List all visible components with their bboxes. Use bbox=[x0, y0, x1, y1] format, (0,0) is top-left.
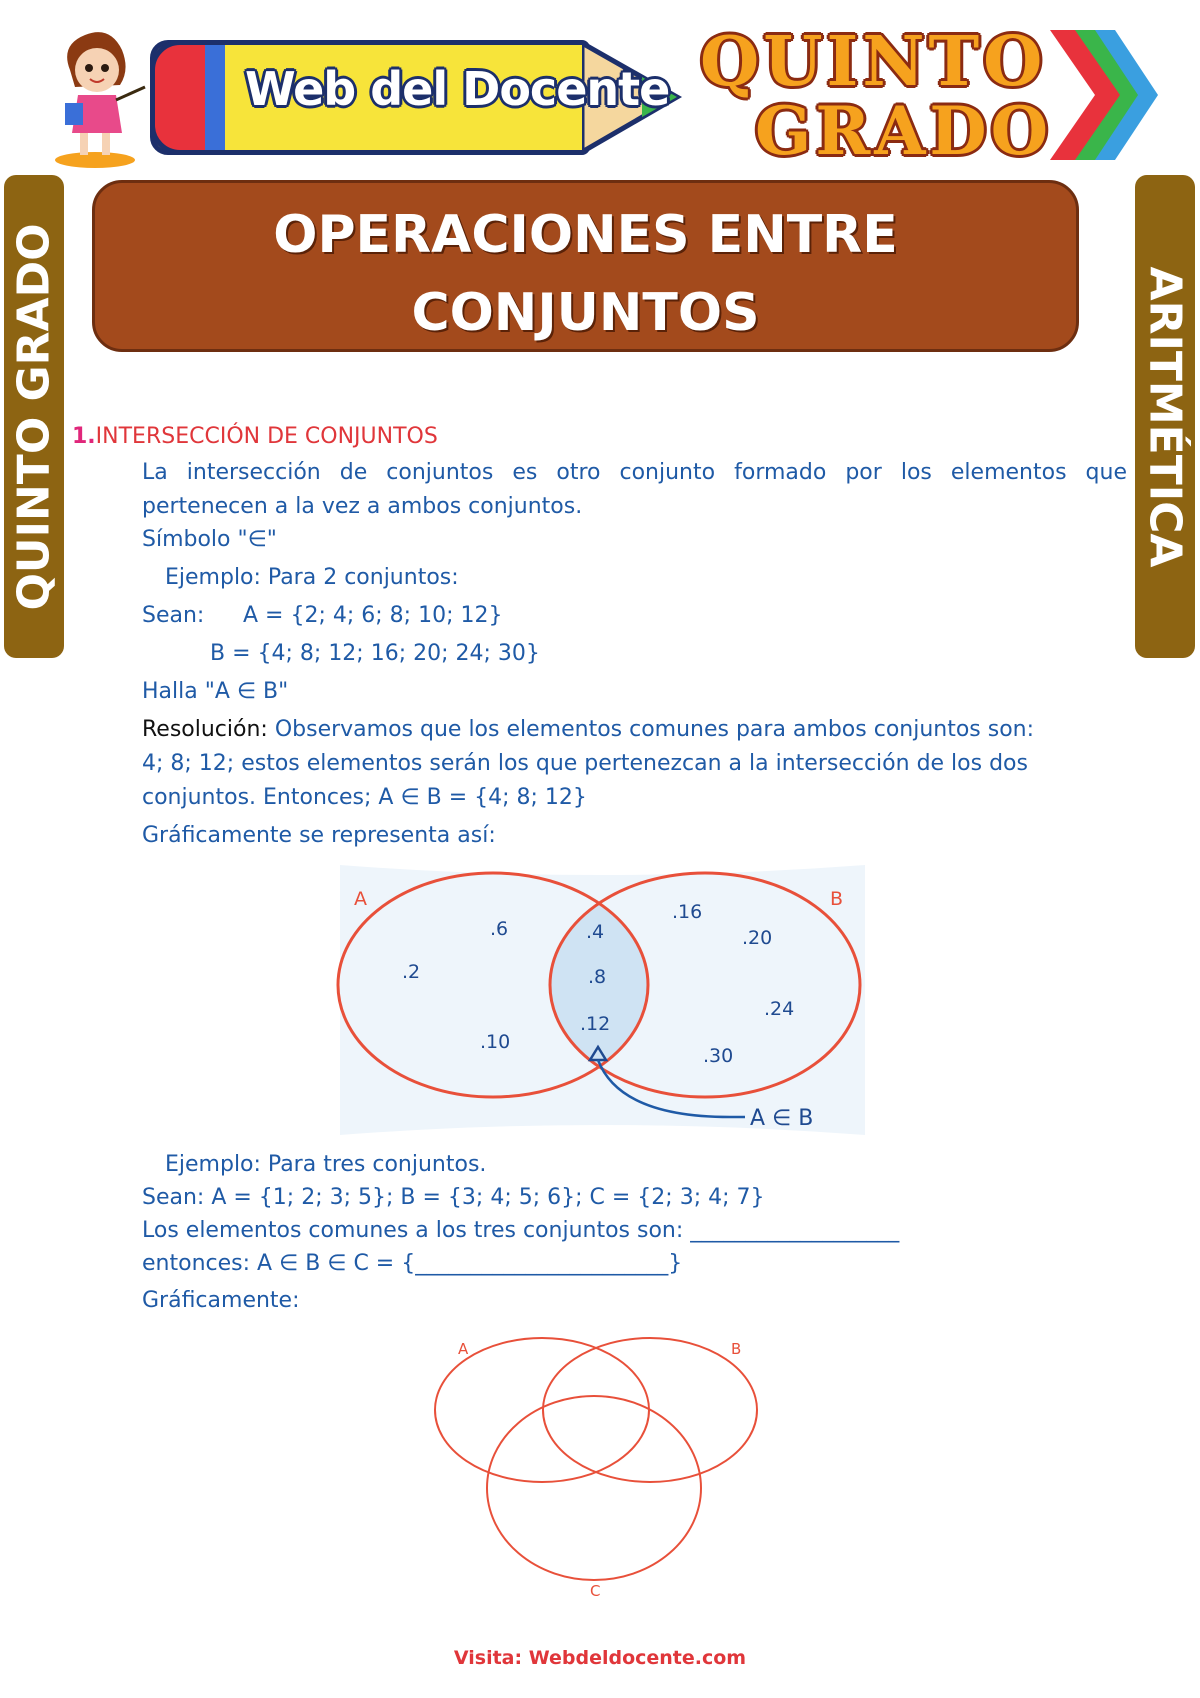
right-side-label: ARITMÉTICA bbox=[1139, 266, 1191, 567]
example2-result: entonces: A ∈ B ∈ C = {_______________________} bbox=[142, 1251, 683, 1276]
page-title-line-1: OPERACIONES ENTRE bbox=[273, 205, 898, 265]
resolution-line-1 bbox=[142, 713, 1034, 747]
right-side-bar bbox=[1135, 175, 1195, 658]
left-side-bar bbox=[4, 175, 64, 658]
logo-text: Web del Docente bbox=[245, 62, 670, 116]
resolution-line-2: 4; 8; 12; estos elementos serán los que pertenezcan a la intersección de los dos bbox=[142, 751, 1028, 776]
banner-line-2: GRADO bbox=[755, 92, 1053, 170]
venn-diagram-three-sets bbox=[430, 1330, 770, 1600]
example-title: Ejemplo: Para 2 conjuntos: bbox=[165, 565, 459, 590]
page-title-line-2: CONJUNTOS bbox=[411, 283, 760, 343]
footer-link[interactable]: Visita: Webdeldocente.com bbox=[453, 1647, 747, 1669]
intersection-label: A ∈ B bbox=[750, 1106, 814, 1131]
set-b: B = {4; 8; 12; 16; 20; 24; 30} bbox=[210, 641, 540, 666]
element-8: .8 bbox=[588, 966, 607, 988]
element-12: .12 bbox=[580, 1013, 611, 1035]
element-16: .16 bbox=[672, 901, 703, 923]
label-a: A bbox=[354, 888, 367, 910]
section-heading bbox=[72, 420, 438, 454]
banner-line-1: QUINTO bbox=[700, 22, 1047, 102]
example2-title: Ejemplo: Para tres conjuntos. bbox=[165, 1152, 487, 1177]
chevron-arrows-icon bbox=[1040, 20, 1160, 170]
element-20: .20 bbox=[742, 927, 773, 949]
sean-label: Sean: bbox=[142, 603, 205, 628]
resolution-text: Observamos que los elementos comunes para ambos conjuntos son: bbox=[267, 717, 1035, 742]
symbol-text: Símbolo "∈" bbox=[142, 527, 277, 552]
graph-caption: Gráficamente se representa así: bbox=[142, 823, 496, 848]
element-30: .30 bbox=[703, 1045, 734, 1067]
label-c: C bbox=[590, 1582, 601, 1600]
circle-c bbox=[487, 1396, 701, 1580]
left-side-label: QUINTO GRADO bbox=[8, 222, 60, 611]
example2-graph-caption: Gráficamente: bbox=[142, 1288, 300, 1313]
resolution-label: Resolución: bbox=[142, 717, 268, 742]
element-2: .2 bbox=[402, 961, 421, 983]
pencil-eraser bbox=[150, 40, 210, 155]
definition-text: La intersección de conjuntos es otro conjunto formado por los elementos que pertenecen a la vez a ambos conjuntos. bbox=[142, 460, 1127, 519]
header bbox=[0, 0, 1200, 170]
section-number: 1. bbox=[72, 424, 96, 449]
pencil-band bbox=[205, 40, 225, 155]
label-b: B bbox=[830, 888, 844, 910]
label-a: A bbox=[458, 1340, 469, 1358]
element-6: .6 bbox=[490, 918, 509, 940]
section-title: INTERSECCIÓN DE CONJUNTOS bbox=[95, 424, 438, 449]
set-a: A = {2; 4; 6; 8; 10; 12} bbox=[243, 603, 503, 628]
element-10: .10 bbox=[480, 1031, 511, 1053]
example2-common: Los elementos comunes a los tres conjuntos son: ___________________ bbox=[142, 1218, 900, 1243]
question-text: Halla "A ∈ B" bbox=[142, 679, 289, 704]
element-24: .24 bbox=[764, 998, 795, 1020]
example2-sets: Sean: A = {1; 2; 3; 5}; B = {3; 4; 5; 6}; C = {2; 3; 4; 7} bbox=[142, 1185, 765, 1210]
teacher-mascot-icon bbox=[50, 25, 150, 170]
label-b: B bbox=[731, 1340, 742, 1358]
element-4: .4 bbox=[586, 921, 605, 943]
resolution-line-3: conjuntos. Entonces; A ∈ B = {4; 8; 12} bbox=[142, 785, 587, 810]
venn-diagram-two-sets bbox=[330, 855, 875, 1145]
